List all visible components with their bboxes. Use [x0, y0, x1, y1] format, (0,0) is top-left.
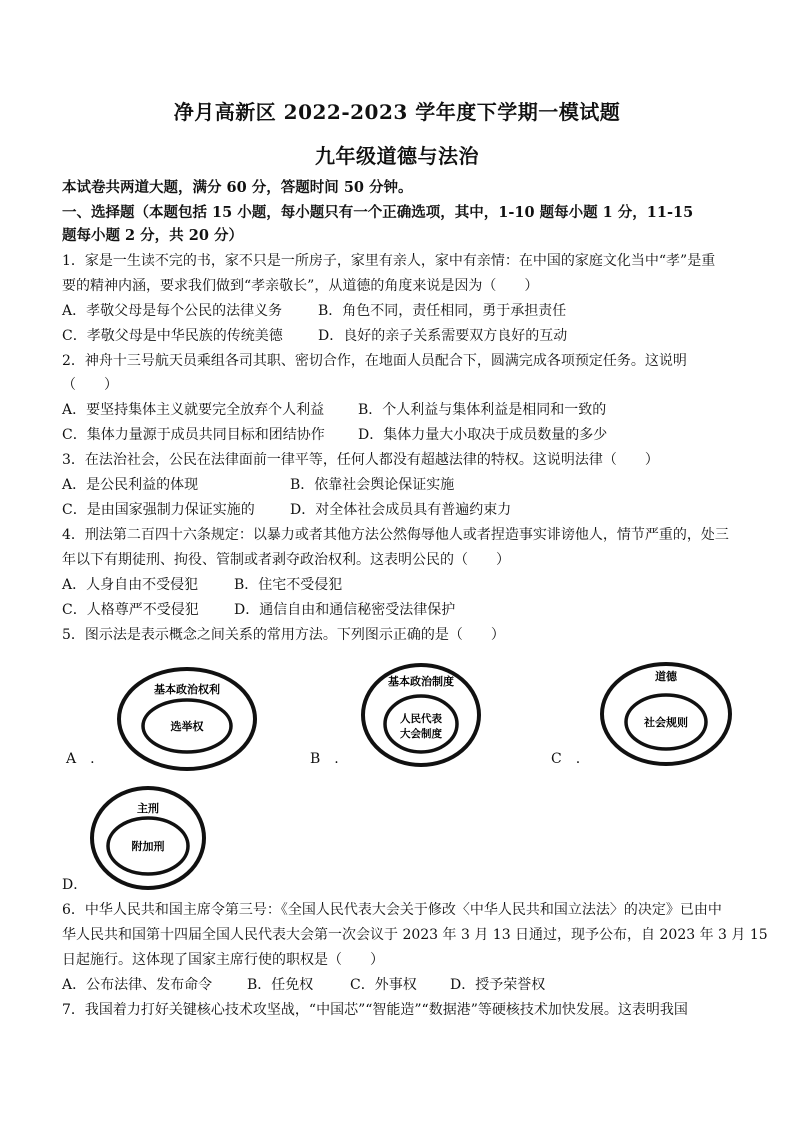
- q3-stem-line1: 3．在法治社会，公民在法律面前一律平等，任何人都没有超越法律的特权。这说明法律（ ）: [62, 452, 659, 468]
- q6-stem-line3: 日起施行。这体现了国家主席行使的职权是（ ）: [62, 952, 384, 968]
- exam-subject: 九年级道德与法治: [315, 144, 479, 168]
- diagram-d-outer-label: 主刑: [137, 802, 159, 815]
- diagram-a-label: A .: [66, 751, 95, 767]
- q3-option-b: B．依靠社会舆论保证实施: [290, 477, 455, 493]
- diagram-b-inner-label-line2: 大会制度: [400, 728, 442, 740]
- diagram-b: [356, 660, 486, 770]
- diagram-d-label: D．: [62, 877, 88, 893]
- q4-option-a: A．人身自由不受侵犯: [62, 577, 199, 593]
- diagram-a-inner-label: 选举权: [170, 720, 204, 733]
- diagram-d: [86, 782, 210, 894]
- q2-option-b: B．个人利益与集体利益是相同和一致的: [358, 402, 607, 418]
- diagram-d-inner-label: 附加刑: [131, 840, 165, 853]
- q6-stem-line2: 华人民共和国第十四届全国人民代表大会第一次会议于 2023 年 3 月 13 日通过，现予公布，自 2023 年 3 月 15: [62, 927, 768, 943]
- q1-stem-line2: 要的精神内涵，要求我们做到“孝亲敬长”，从道德的角度来说是因为（ ）: [62, 278, 539, 294]
- q6-stem-line1: 6．中华人民共和国主席令第三号：《全国人民代表大会关于修改〈中华人民共和国立法法〉的决定》已由中: [62, 902, 722, 918]
- q1-option-d: D．良好的亲子关系需要双方良好的互动: [318, 328, 568, 344]
- q1-stem-line1: 1．家是一生读不完的书，家不只是一所房子，家里有亲人，家中有亲情：在中国的家庭文化当中“孝”是重: [62, 253, 716, 269]
- q2-option-a: A．要坚持集体主义就要完全放弃个人利益: [62, 402, 325, 418]
- diagram-b-label: B .: [310, 751, 339, 767]
- exam-title: 净月高新区 2022-2023 学年度下学期一模试题: [173, 100, 621, 124]
- q6-option-c: C．外事权: [350, 977, 417, 993]
- q4-option-b: B．住宅不受侵犯: [234, 577, 343, 593]
- q6-option-a: A．公布法律、发布命令: [62, 977, 213, 993]
- exam-instructions: 本试卷共两道大题，满分 60 分，答题时间 50 分钟。: [62, 179, 413, 196]
- q4-option-d: D．通信自由和通信秘密受法律保护: [234, 602, 456, 618]
- section-heading-line2: 题每小题 2 分，共 20 分）: [62, 227, 243, 244]
- q5-stem-line1: 5．图示法是表示概念之间关系的常用方法。下列图示正确的是（ ）: [62, 627, 505, 643]
- section-heading-line1: 一、选择题（本题包括 15 小题，每小题只有一个正确选项，其中，1-10 题每小题 1 分，11-15: [62, 204, 694, 221]
- diagram-c: [596, 658, 736, 770]
- q6-option-b: B．任免权: [247, 977, 314, 993]
- q1-option-a: A．孝敬父母是每个公民的法律义务: [62, 303, 283, 319]
- q4-stem-line2: 年以下有期徒刑、拘役、管制或者剥夺政治权利。这表明公民的（ ）: [62, 552, 510, 568]
- diagram-a: [112, 664, 262, 774]
- q3-option-c: C．是由国家强制力保证实施的: [62, 502, 255, 518]
- q3-option-a: A．是公民利益的体现: [62, 477, 199, 493]
- diagram-b-outer-label: 基本政治制度: [388, 675, 454, 688]
- q3-option-d: D．对全体社会成员具有普遍约束力: [290, 502, 512, 518]
- q2-stem-line1: 2．神舟十三号航天员乘组各司其职、密切合作，在地面人员配合下，圆满完成各项预定任务。这说明: [62, 353, 687, 369]
- q2-stem-line2: （ ）: [62, 377, 118, 393]
- diagram-b-inner-label-line1: 人民代表: [400, 713, 442, 725]
- diagram-a-outer-label: 基本政治权利: [154, 683, 220, 696]
- q6-option-d: D．授予荣誉权: [450, 977, 546, 993]
- q2-option-d: D．集体力量大小取决于成员数量的多少: [358, 427, 608, 443]
- diagram-c-inner-label: 社会规则: [644, 716, 688, 729]
- q1-option-c: C．孝敬父母是中华民族的传统美德: [62, 328, 283, 344]
- q2-option-c: C．集体力量源于成员共同目标和团结协作: [62, 427, 325, 443]
- q7-stem-line1: 7．我国着力打好关键核心技术攻坚战，“中国芯”“智能造”“数据港”等硬核技术加快发展。这表明我国: [62, 1002, 688, 1018]
- q1-option-b: B．角色不同，责任相同，勇于承担责任: [318, 303, 567, 319]
- diagram-c-outer-label: 道德: [655, 670, 677, 683]
- q4-stem-line1: 4．刑法第二百四十六条规定：以暴力或者其他方法公然侮辱他人或者捏造事实诽谤他人，情节严重的，处三: [62, 527, 729, 543]
- diagram-c-label: C .: [551, 751, 581, 767]
- q4-option-c: C．人格尊严不受侵犯: [62, 602, 199, 618]
